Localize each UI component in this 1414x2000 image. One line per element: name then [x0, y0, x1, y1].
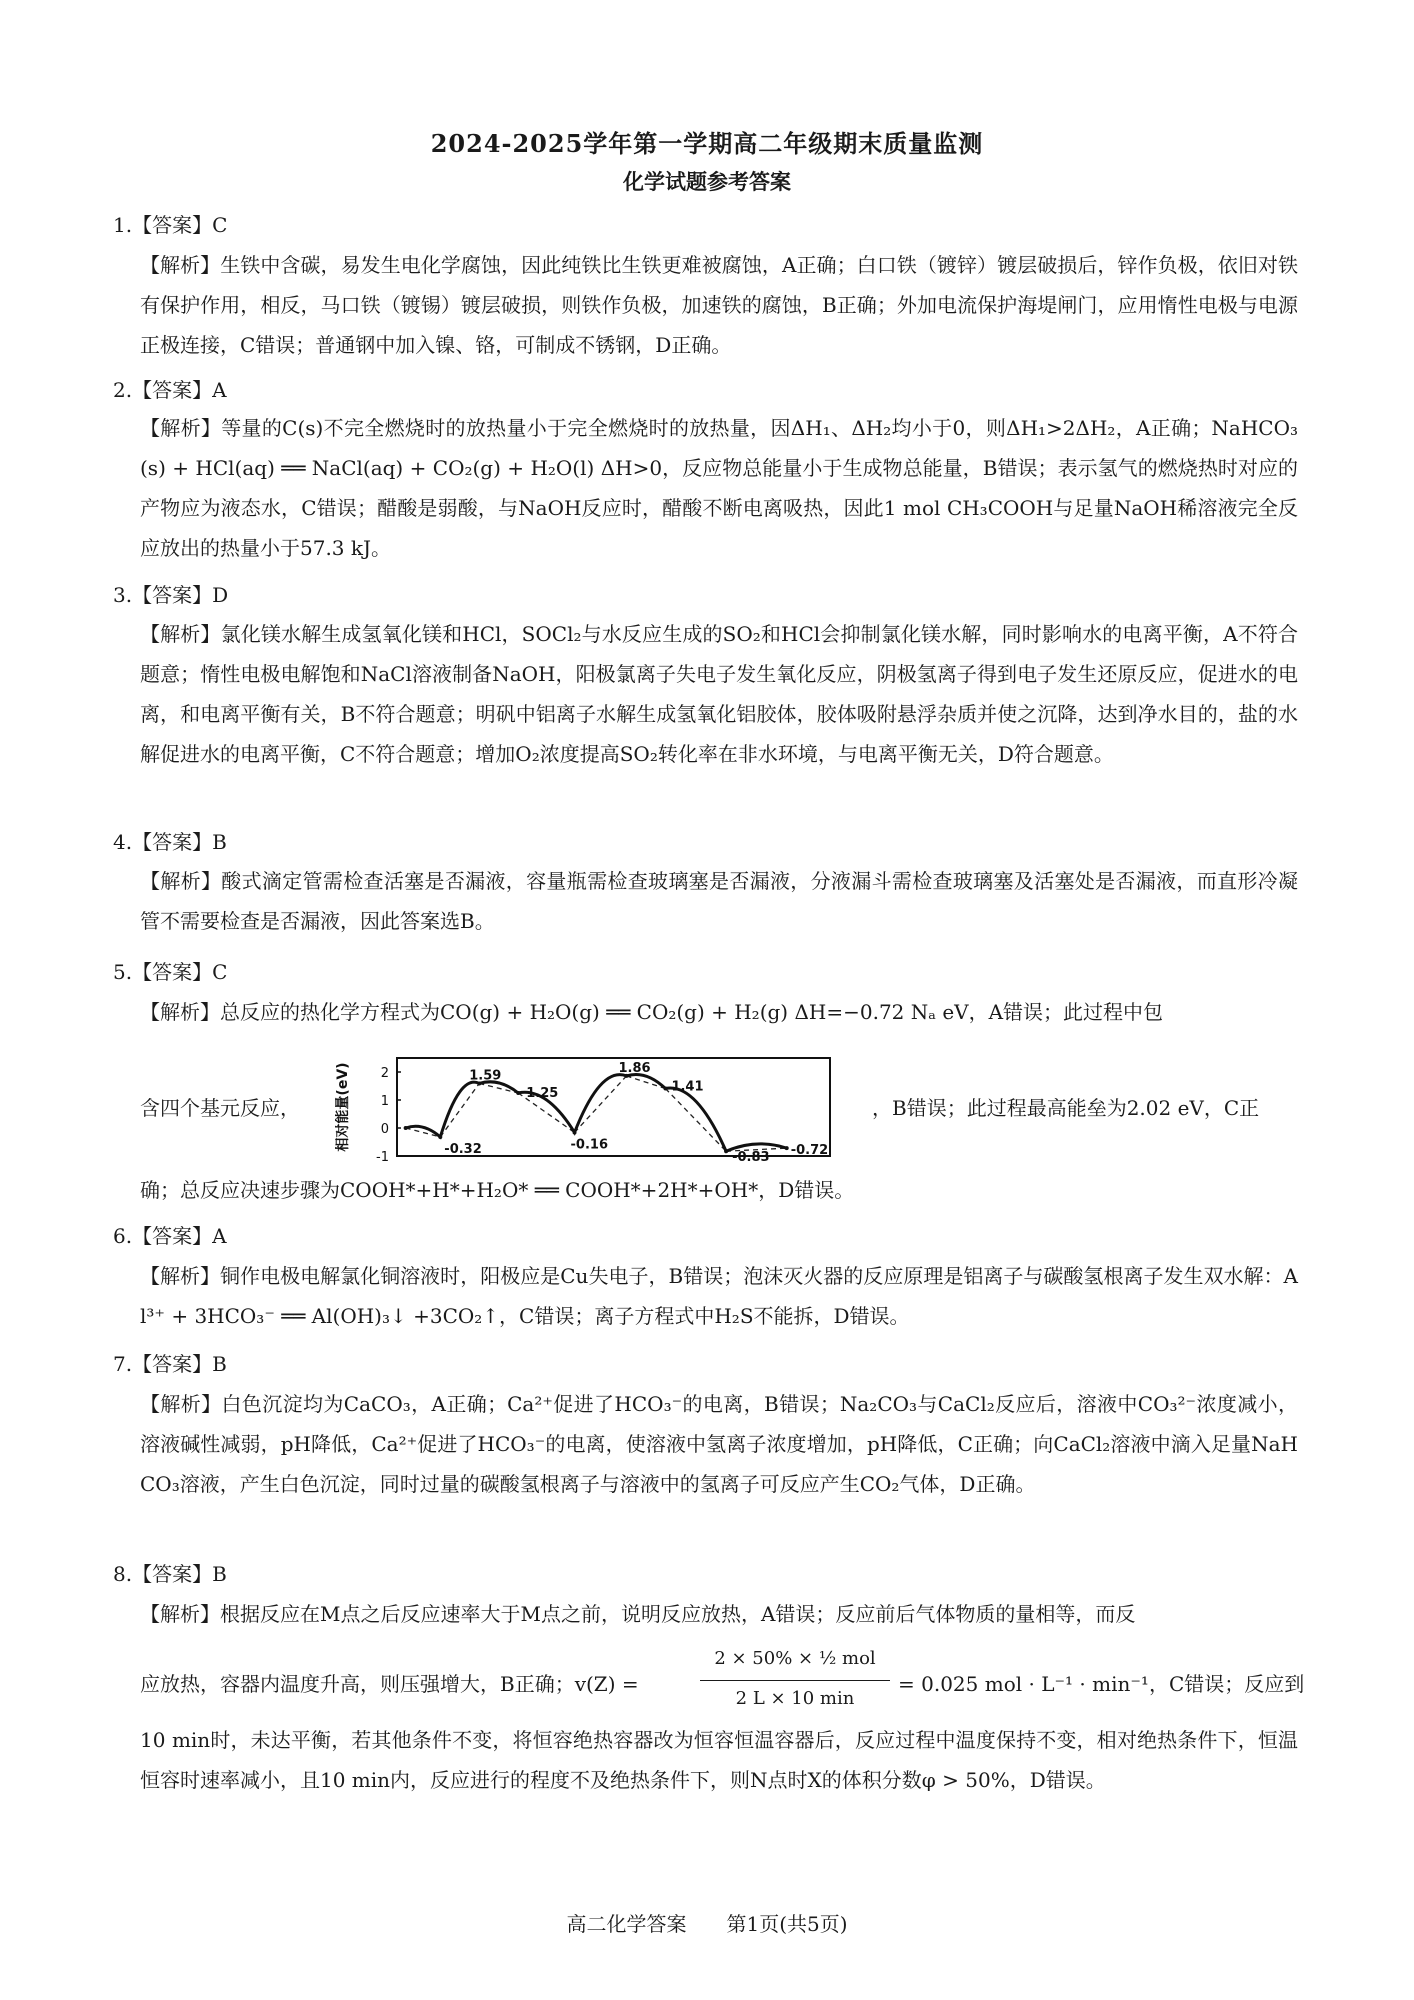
analysis-q5-line2: 含四个基元反应，: [140, 1096, 300, 1120]
rate-fraction-numerator: 2 × 50% × ½ mol: [714, 1648, 876, 1669]
chart-point: [404, 1126, 408, 1130]
page-subtitle: 化学试题参考答案: [623, 169, 791, 194]
chart-point: [573, 1130, 577, 1134]
answer-q4: 4.【答案】B: [113, 830, 227, 854]
chart-ytick: 1: [380, 1094, 389, 1109]
answer-q3: 3.【答案】D: [113, 583, 229, 607]
analysis-q3: 【解析】氯化镁水解生成氢氧化镁和HCl，SOCl₂与水反应生成的SO₂和HCl会抑制氯化镁水解，同时影响水的电离平衡，A不符合题意；惰性电极电解饱和NaCl溶液制备NaOH，阳极氯离子失电子发生氧化反应，阴极氢离子得到电子发生还原反应，促进水的电离，和电离平衡有关，B不符合题意；明矾中铝离子水解生成氢氧化铝胶体，胶体吸附悬浮杂质并使之沉降，达到净水目的，盐的水解促进水的电离平衡，C不符合题意；增加O₂浓度提高SO₂转化率在非水环境，与电离平衡无关，D符合题意。: [140, 622, 1298, 766]
chart-ylabel: 相对能量(eV): [335, 1062, 351, 1152]
answer-q5: 5.【答案】C: [113, 960, 228, 984]
analysis-q8-line3: 10 min时，未达平衡，若其他条件不变，将恒容绝热容器改为恒容恒温容器后，反应过程中温度保持不变，相对绝热条件下，恒温恒容时速率减小，且10 min内，反应进行的程度不及绝热条件下，则N点时X的体积分数φ > 50%，D错误。: [140, 1728, 1298, 1792]
analysis-q7: 【解析】白色沉淀均为CaCO₃，A正确；Ca²⁺促进了HCO₃⁻的电离，B错误；Na₂CO₃与CaCl₂反应后，溶液中CO₃²⁻浓度减小，溶液碱性减弱，pH降低，Ca²⁺促进了HCO₃⁻的电离，使溶液中氢离子浓度增加，pH降低，C正确；向CaCl₂溶液中滴入足量NaHCO₃溶液，产生白色沉淀，同时过量的碳酸氢根离子与溶液中的氢离子可反应产生CO₂气体，D正确。: [140, 1392, 1298, 1496]
analysis-q5-line4: 确；总反应决速步骤为COOH*+H*+H₂O* ══ COOH*+2H*+OH*，D错误。: [140, 1178, 855, 1202]
chart-dashed-segment: [665, 1089, 726, 1152]
chart-data-label: 1.41: [671, 1079, 704, 1095]
analysis-q1: 【解析】生铁中含碳，易发生电化学腐蚀，因此纯铁比生铁更难被腐蚀，A正确；白口铁（镀锌）镀层破损后，锌作负极，依旧对铁有保护作用，相反，马口铁（镀锡）镀层破损，则铁作负极，加速铁的腐蚀，B正确；外加电流保护海堤闸门，应用惰性电极与电源正极连接，C错误；普通钢中加入镍、铬，可制成不锈钢，D正确。: [140, 253, 1298, 357]
chart-ytick: -1: [376, 1150, 389, 1162]
energy-profile-chart: [335, 1052, 835, 1162]
analysis-q4: 【解析】酸式滴定管需检查活塞是否漏液，容量瓶需检查玻璃塞是否漏液，分液漏斗需检查玻璃塞及活塞处是否漏液，而直形冷凝管不需要检查是否漏液，因此答案选B。: [140, 869, 1298, 933]
page-footer: 高二化学答案 第1页(共5页): [566, 1912, 848, 1936]
answer-q6: 6.【答案】A: [113, 1224, 227, 1248]
answer-q1: 1.【答案】C: [113, 213, 228, 237]
analysis-q8-formula-suffix: = 0.025 mol · L⁻¹ · min⁻¹，C错误；反应到: [898, 1672, 1305, 1696]
answer-q8: 8.【答案】B: [113, 1562, 227, 1586]
chart-data-label: -0.16: [570, 1137, 609, 1153]
chart-point: [724, 1149, 728, 1153]
page-title: 2024-2025学年第一学期高二年级期末质量监测: [430, 129, 984, 158]
chart-ytick: 0: [380, 1122, 389, 1137]
answer-q7: 7.【答案】B: [113, 1352, 227, 1376]
analysis-q5-line1: 【解析】总反应的热化学方程式为CO(g) + H₂O(g) ══ CO₂(g) + H₂(g) ΔH=−0.72 Nₐ eV，A错误；此过程中包: [140, 1000, 1164, 1024]
chart-data-label: -0.83: [732, 1150, 770, 1162]
chart-data-label: 1.59: [469, 1068, 502, 1084]
energy-chart-svg: [335, 1052, 835, 1162]
chart-point: [516, 1091, 520, 1095]
answer-q2: 2.【答案】A: [113, 378, 227, 402]
chart-point: [438, 1135, 442, 1139]
chart-data-label: -0.72: [790, 1143, 829, 1159]
analysis-q8-line1: 【解析】根据反应在M点之后反应速率大于M点之前，说明反应放热，A错误；反应前后气体物质的量相等，而反: [140, 1602, 1136, 1626]
chart-data-label: 1.25: [526, 1086, 559, 1101]
chart-data-label: 1.86: [618, 1060, 651, 1076]
rate-fraction-denominator: 2 L × 10 min: [735, 1688, 855, 1709]
chart-point: [663, 1087, 667, 1091]
analysis-q2: 【解析】等量的C(s)不完全燃烧时的放热量小于完全燃烧时的放热量，因ΔH₁、ΔH₂均小于0，则ΔH₁>2ΔH₂，A正确；NaHCO₃(s) + HCl(aq) ══ NaCl(aq) + CO₂(g) + H₂O(l) ΔH>0，反应物总能量小于生成物总能量，B错误；表示氢气的燃烧热时对应的产物应为液态水，C错误；醋酸是弱酸，与NaOH反应时，醋酸不断电离吸热，因此1 mol CH₃COOH与足量NaOH稀溶液完全反应放出的热量小于57.3 kJ。: [140, 416, 1298, 560]
analysis-q6: 【解析】铜作电极电解氯化铜溶液时，阳极应是Cu失电子，B错误；泡沫灭火器的反应原理是铝离子与碳酸氢根离子发生双水解：Al³⁺ + 3HCO₃⁻ ══ Al(OH)₃↓ +3CO₂↑，C错误；离子方程式中H₂S不能拆，D错误。: [140, 1264, 1298, 1328]
analysis-q8-formula-prefix: 应放热，容器内温度升高，则压强增大，B正确；v(Z) =: [140, 1672, 639, 1696]
chart-point: [785, 1146, 789, 1150]
chart-data-label: -0.32: [444, 1141, 482, 1157]
rate-fraction-bar: [700, 1680, 890, 1681]
analysis-q5-line3: ，B错误；此过程最高能垒为2.02 eV，C正: [872, 1096, 1260, 1120]
chart-ytick: 2: [380, 1066, 389, 1081]
